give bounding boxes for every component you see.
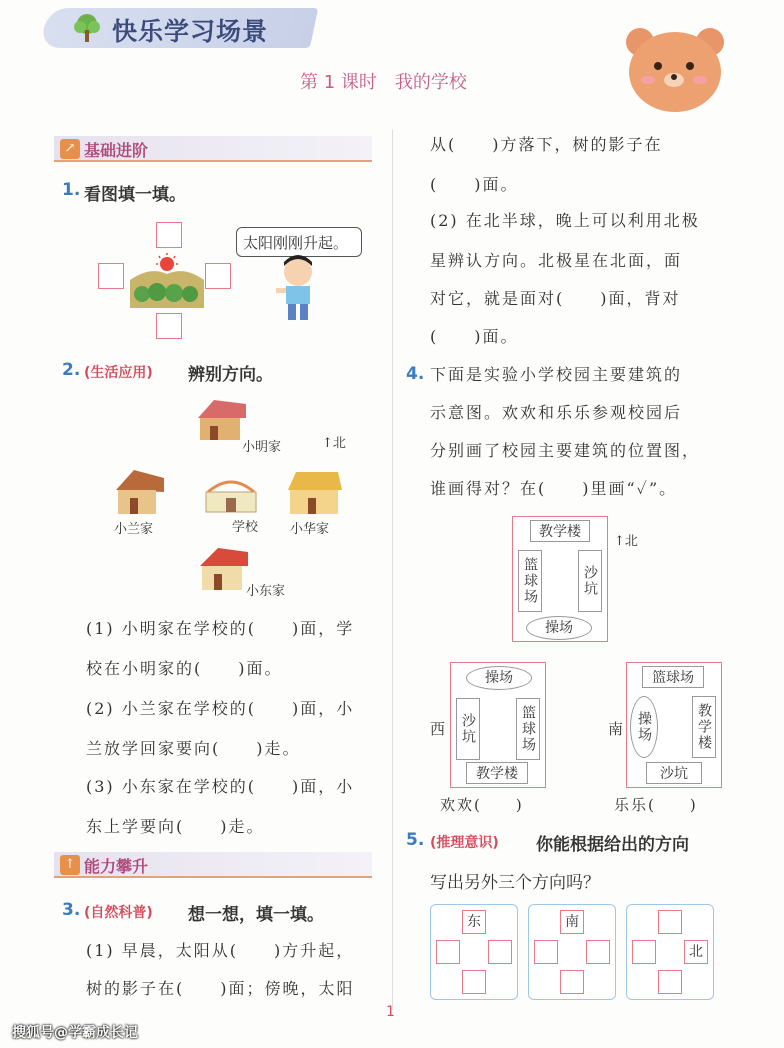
card1-bottom[interactable] — [462, 970, 486, 994]
page-number: 1 — [386, 1004, 395, 1020]
runner-icon: ↗ — [60, 139, 80, 159]
q5-tag: (推理意识) — [430, 835, 499, 851]
section-ability-label: 能力攀升 — [84, 857, 149, 876]
card1-top: 东 — [462, 910, 486, 934]
label-school: 学校 — [232, 520, 259, 535]
school-icon — [200, 472, 262, 514]
lele-map-right: 教学楼 — [692, 696, 716, 758]
q1-box-right[interactable] — [205, 263, 231, 289]
q1-box-top[interactable] — [156, 222, 182, 248]
q4-line-3: 分别画了校园主要建筑的位置图， — [430, 441, 701, 460]
main-map-right: 沙坑 — [578, 550, 602, 612]
q4-line-1: 下面是实验小学校园主要建筑的 — [430, 365, 683, 384]
main-map-left: 篮球场 — [518, 550, 542, 612]
right-line-5: 对它，就是面对( )面，背对 — [430, 289, 681, 308]
label-xiaodong: 小东家 — [246, 584, 286, 599]
lele-map-left: 操场 — [630, 696, 658, 758]
card2-top: 南 — [560, 910, 584, 934]
section-basic-label: 基础进阶 — [84, 141, 149, 160]
card3-left[interactable] — [632, 940, 656, 964]
q1-box-left[interactable] — [98, 263, 124, 289]
card1-left[interactable] — [436, 940, 460, 964]
q2-line-2: 校在小明家的( )面。 — [86, 659, 283, 678]
boy-illustration — [272, 252, 318, 326]
north-indicator: ↑北 — [322, 436, 346, 451]
q4-line-4: 谁画得对？在( )里画“✓”。 — [430, 479, 678, 498]
right-line-1: 从( )方落下，树的影子在 — [430, 135, 663, 154]
q3-text: 想一想，填一填。 — [188, 905, 324, 925]
right-line-6: ( )面。 — [430, 327, 519, 346]
tree-icon — [70, 12, 104, 44]
q2-tag: (生活应用) — [84, 365, 153, 381]
q3-number: 3. — [62, 900, 81, 920]
label-xiaolan: 小兰家 — [114, 522, 154, 537]
speech-bubble: 太阳刚刚升起。 — [236, 227, 362, 257]
label-xiaohua: 小华家 — [290, 522, 330, 537]
house-icon — [284, 470, 344, 516]
lele-answer[interactable]: 乐乐( ) — [614, 796, 698, 814]
q2-line-6: 东上学要向( )走。 — [86, 817, 265, 836]
right-line-3: (2) 在北半球，晚上可以利用北极 — [430, 211, 700, 230]
q4-north-indicator: ↑北 — [614, 534, 638, 549]
q1-number: 1. — [62, 180, 81, 200]
banner-title: 快乐学习场景 — [112, 17, 269, 46]
huanhuan-map-right: 篮球场 — [516, 698, 540, 760]
q2-line-3: (2) 小兰家在学校的( )面，小 — [86, 699, 355, 718]
card2-bottom[interactable] — [560, 970, 584, 994]
lele-side-label: 南 — [608, 720, 624, 738]
main-map-top: 教学楼 — [530, 520, 590, 542]
q2-line-1: (1) 小明家在学校的( )面，学 — [86, 619, 355, 638]
huanhuan-map-bottom: 教学楼 — [466, 762, 528, 784]
q2-text: 辨别方向。 — [188, 365, 273, 385]
q1-text: 看图填一填。 — [84, 185, 186, 205]
right-line-4: 星辨认方向。北极星在北面，面 — [430, 251, 683, 270]
q3-line-1: (1) 早晨，太阳从( )方升起， — [86, 941, 355, 960]
huanhuan-map-left: 沙坑 — [456, 698, 480, 760]
q5-line-2: 写出另外三个方向吗？ — [430, 873, 600, 893]
climb-icon: ↑ — [60, 855, 80, 875]
card3-top[interactable] — [658, 910, 682, 934]
bear-mascot-icon — [620, 20, 730, 116]
house-icon — [112, 468, 168, 516]
label-xiaoming: 小明家 — [242, 440, 282, 455]
column-divider — [392, 130, 393, 1010]
card1-right[interactable] — [488, 940, 512, 964]
q2-line-5: (3) 小东家在学校的( )面，小 — [86, 777, 355, 796]
q2-number: 2. — [62, 360, 81, 380]
huanhuan-side-label: 西 — [430, 720, 446, 738]
lele-map-top: 篮球场 — [642, 666, 704, 688]
q3-tag: (自然科普) — [84, 905, 153, 921]
q5-number: 5. — [406, 830, 425, 850]
q4-line-2: 示意图。欢欢和乐乐参观校园后 — [430, 403, 683, 422]
card3-bottom[interactable] — [658, 970, 682, 994]
q1-box-bottom[interactable] — [156, 313, 182, 339]
q2-line-4: 兰放学回家要向( )走。 — [86, 739, 301, 758]
watermark: 搜狐号@学霸成长记 — [12, 1025, 138, 1041]
huanhuan-map-top: 操场 — [466, 666, 532, 690]
sunrise-hills-illustration — [130, 252, 204, 308]
house-icon — [196, 546, 252, 592]
card3-right: 北 — [684, 940, 708, 964]
main-map-bottom: 操场 — [526, 616, 592, 640]
lele-map-bottom: 沙坑 — [646, 762, 702, 784]
huanhuan-answer[interactable]: 欢欢( ) — [440, 796, 524, 814]
q4-number: 4. — [406, 364, 425, 384]
q3-line-2: 树的影子在( )面；傍晚，太阳 — [86, 979, 355, 998]
card2-right[interactable] — [586, 940, 610, 964]
right-line-2: ( )面。 — [430, 175, 519, 194]
q5-line-1: 你能根据给出的方向 — [536, 835, 689, 855]
card2-left[interactable] — [534, 940, 558, 964]
lesson-title: 第 1 课时 我的学校 — [300, 72, 467, 93]
